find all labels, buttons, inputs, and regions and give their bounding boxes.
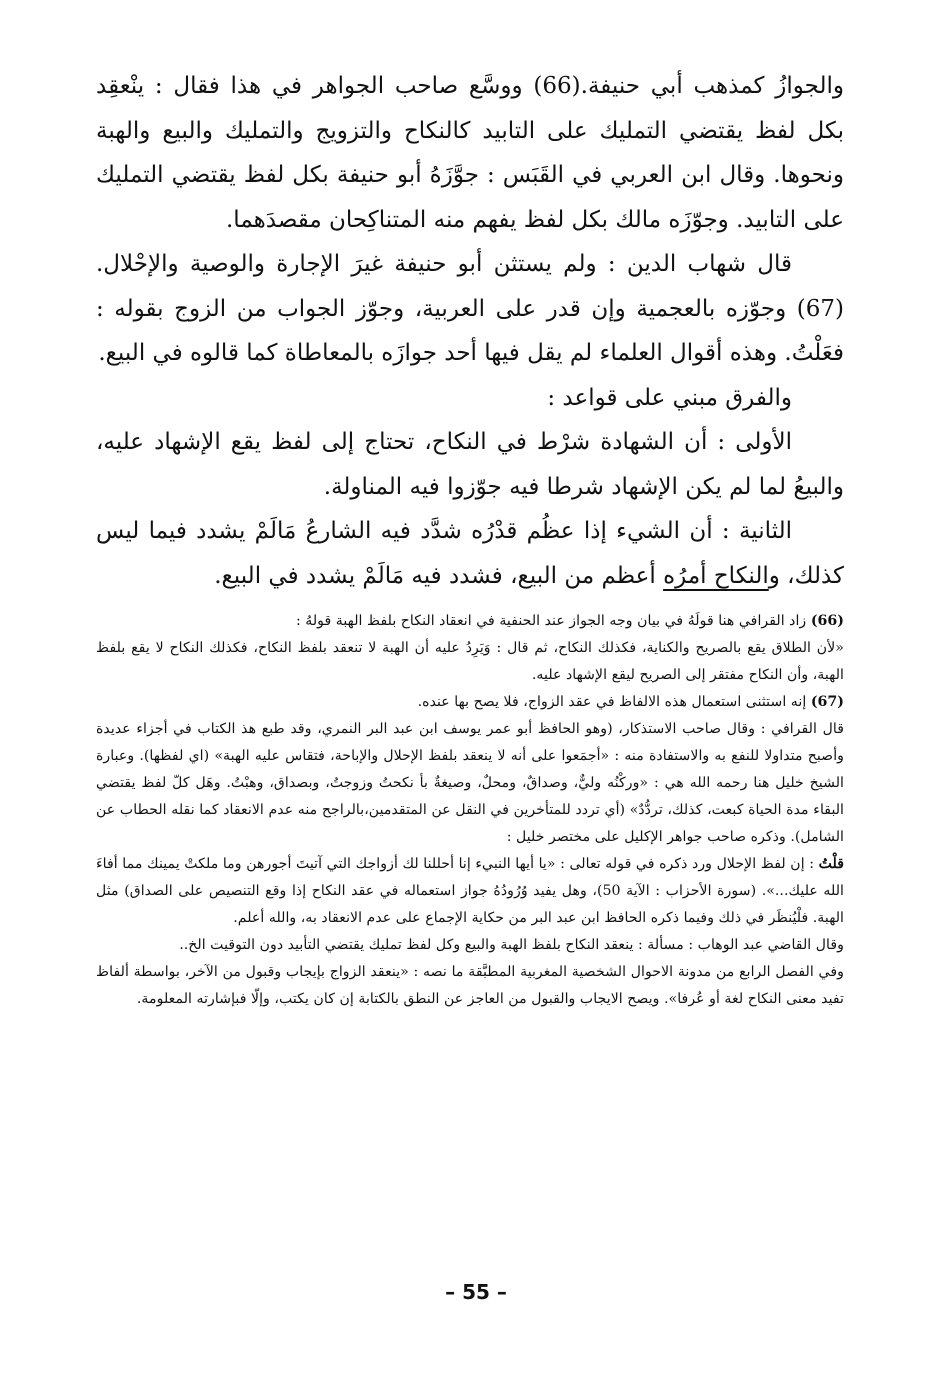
footnote-67-paragraph-4: وقال القاضي عبد الوهاب : مسألة : ينعقد النكاح بلفظ الهبة والبيع وكل لفظ تمليك يقتضي التأبيد دون التوقيت الخ.. bbox=[179, 937, 844, 953]
paragraph-5-end: أعظم من البيع، فشدد فيه مَالَمْ يشدد في البيع. bbox=[214, 562, 664, 589]
footnote-66-text-1: زاد القرافي هنا قولَهُ في بيان وجه الجواز عند الحنفية في انعقاد النكاح بلفظ الهبة قولهُ : bbox=[295, 613, 807, 629]
footnote-66-line-2: «لأن الطلاق يقع بالصريح والكناية، فكذلك النكاح، ثم قال : وَيَرِدُ عليه أن الهبة لا تنعقد بلفظ النكاح، فكذلك النكاح لا يقع بلفظ الهبة، وأن النكاح مفتقر إلى الصريح ليقع الإشهاد عليه. bbox=[96, 640, 844, 683]
main-text bbox=[96, 64, 844, 598]
footnote-66-number: (66) bbox=[810, 613, 844, 629]
footnote-67-text-3: : إن لفظ الإحلال ورد ذكره في قوله تعالى : «يا أيها النبيء إنا أحللنا لك أزواجك التي آتيتَ أجورهن وما ملكتْ يمينك مما أفاءَ الله عليك...». (سورة الأحزاب : الآية 50)، وهل يفيد وُرُودُهُ جواز استعماله في عقد النكاح إذا وقع التنصيص على الصداق) مثل الهبة. فلْيُنظَر في ذلك وفيما ذكره الحافظ ابن عبد البر من حكاية الإجماع على عدم الانعقاد به، والله أعلم. bbox=[96, 856, 844, 926]
page-content bbox=[96, 64, 844, 1013]
paragraph-1: والجوازُ كمذهب أبي حنيفة.(66) ووسَّع صاحب الجواهر في هذا فقال : ينْعقِد بكل لفظ يقتضي التمليك على التابيد كالنكاح والتزويج والتمليك والبيع والهبة ونحوها. وقال ابن العربي في القَبَس : جوَّزَهُ أبو حنيفة بكل لفظ يقتضي التمليك على التابيد. وجوّزَه مالك بكل لفظ يفهم منه المتناكِحان مقصدَهما. bbox=[96, 73, 844, 233]
footnote-67-paragraph-5: وفي الفصل الرابع من مدونة الاحوال الشخصية المغربية المطبَّقة ما نصه : «ينعقد الزواج بإيجاب وقبول من الآخر، بواسطة ألفاظ تفيد معنى النكاح لغة أو عُرفا». ويصح الايجاب والقبول من العاجز عن النطق بالكتابة إن كان يكتب، وإلّا فبإشارته المعلومة. bbox=[96, 964, 844, 1007]
paragraph-5-start: الثانية : أن الشيء إذا عظُم قدْرُه شدَّد فيه الشارعُ مَالَمْ يشدد فيما ليس كذلك، و bbox=[96, 518, 844, 589]
footnote-66-line-1 bbox=[96, 608, 844, 635]
paragraph-2: قال شهاب الدين : ولم يستثن أبو حنيفة غيرَ الإجارة والوصية والإحْلال.(67) وجوّزه بالعجمية وإن قدر على العربية، وجوّز الجواب من الزوج بقوله : فعَلْتُ. وهذه أقوال العلماء لم يقل فيها أحد جوازَه بالمعاطاة كما قالوه في البيع. bbox=[96, 251, 844, 366]
qult-label: قلْتُ bbox=[818, 856, 844, 872]
footnotes bbox=[96, 608, 844, 1013]
page-number: – 55 – bbox=[445, 1280, 507, 1304]
footnote-66 bbox=[96, 608, 844, 689]
footnote-67-paragraph-2: قال القرافي : وقال صاحب الاستذكار، (وهو الحافظ أبو عمر يوسف ابن عبد البر النمري، وقد طبع هذ الكتاب في أجزاء عديدة وأصبح متداولا للنفع به والاستفادة منه : «أجمَعوا على أنه لا ينعقد بلفظ الإحلال والإباحة، فتقاس عليه الهبة» (اي لفظها). وعبارة الشيخ خليل هنا رحمه الله هي : «وركْنُه وليٌّ، وصداقٌ، ومحلٌ، وصيغةٌ بأ نكحتُ وزوجتُ، وبصداق، وهبْتُ. وهَل كلّ لفظ يقتضي البقاء مدة الحياة كبعت، كذلك، تردُّدٌ» (أي تردد للمتأخرين في النقل عن المتقدمين،بالراجح منه عدم الانعقاد كما نقله الحطاب عن الشامل). وذكره صاحب جواهر الإكليل على مختصر خليل : bbox=[96, 721, 844, 845]
footnote-67-paragraph-3 bbox=[96, 851, 844, 932]
footnote-67-number: (67) bbox=[810, 694, 844, 710]
footnote-67-line-1 bbox=[96, 689, 844, 716]
paragraph-5 bbox=[96, 509, 844, 598]
footnote-67-text-1: إنه استثنى استعمال هذه الالفاظ في عقد الزواج، فلا يصح بها عنده. bbox=[417, 694, 807, 710]
paragraph-3: والفرق مبني على قواعد : bbox=[547, 384, 792, 411]
paragraph-4: الأولى : أن الشهادة شرْط في النكاح، تحتاج إلى لفظ يقع الإشهاد عليه، والبيعُ لما لم يكن الإشهاد شرطا فيه جوّزوا فيه المناولة. bbox=[96, 429, 844, 500]
footnote-67 bbox=[96, 689, 844, 1013]
underlined-phrase: النكاح أمرُه bbox=[663, 562, 769, 589]
